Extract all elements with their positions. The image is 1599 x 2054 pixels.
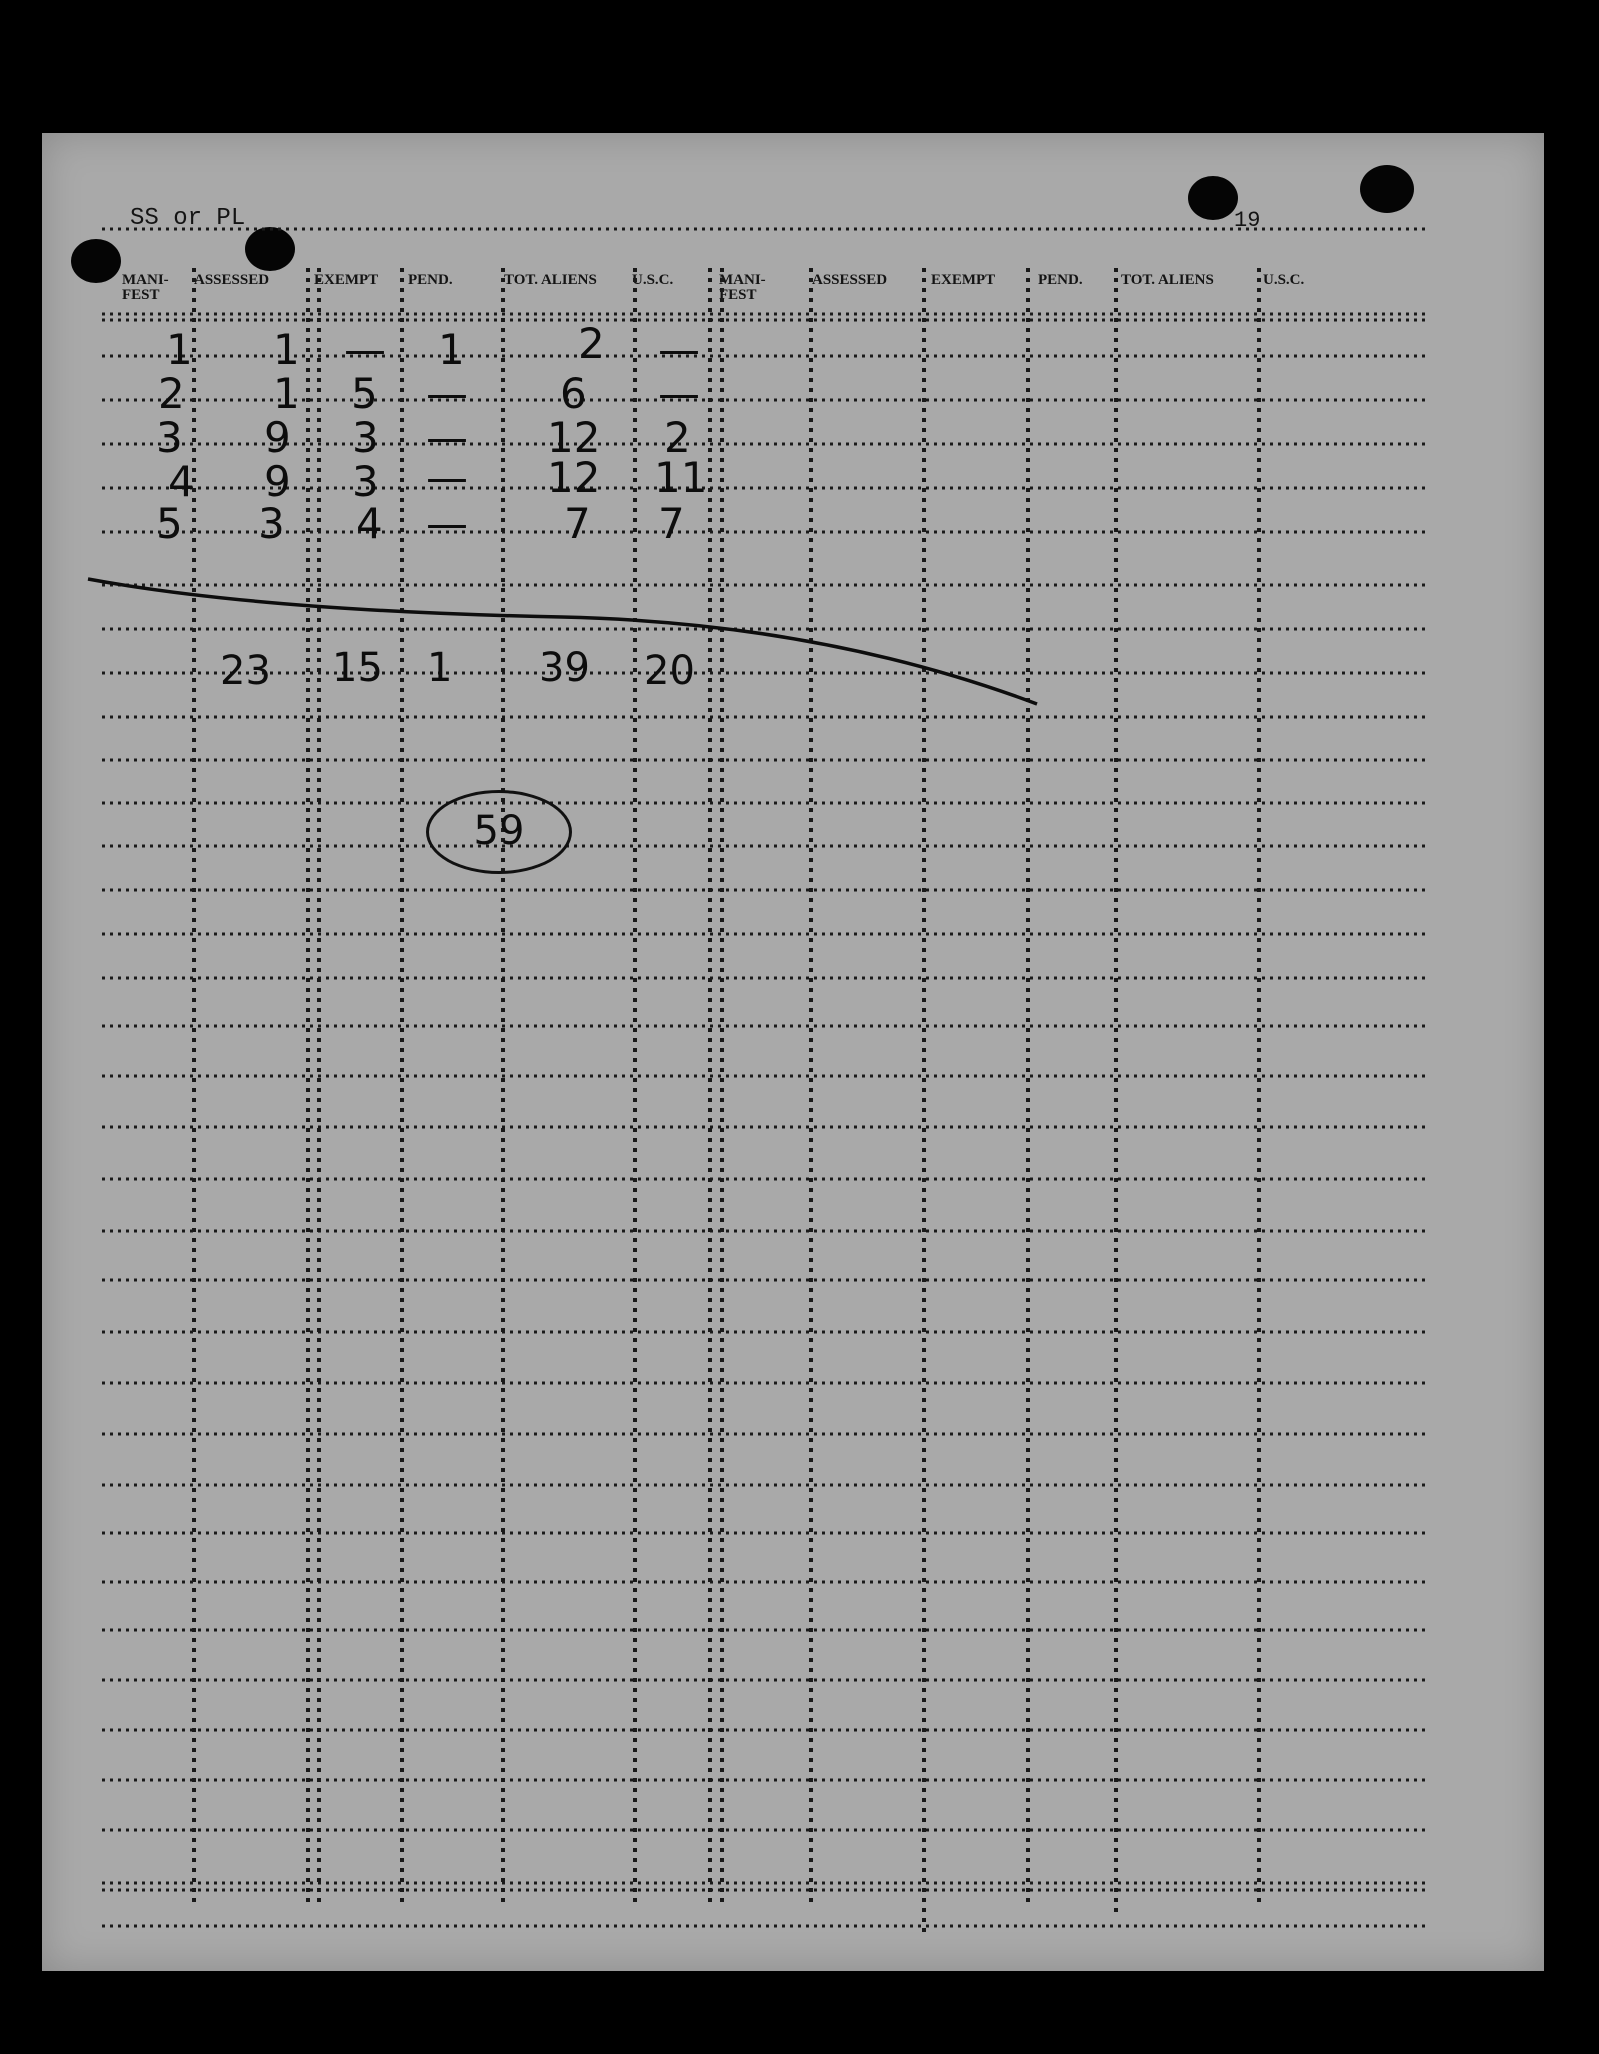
entry-usc: 7 [658, 499, 685, 548]
column-header-tot-aliens: TOT. ALIENS [504, 272, 597, 288]
entry-exempt: — [344, 325, 386, 374]
entry-assessed: 9 [264, 457, 291, 506]
form-sheet [42, 133, 1544, 1971]
dotted-grid [42, 133, 1544, 1971]
total-tot-aliens: 39 [539, 645, 590, 691]
entry-exempt: 5 [351, 369, 378, 418]
column-header-pend: PEND. [408, 272, 453, 288]
column-header-assessed: ASSESSED [194, 272, 270, 288]
entry-pend: — [426, 453, 468, 502]
entry-usc: — [658, 325, 700, 374]
entry-assessed: 9 [264, 413, 291, 462]
column-header-tot-aliens: TOT. ALIENS [1121, 272, 1214, 288]
entry-manifest: 5 [156, 499, 183, 548]
grand-total: 59 [473, 808, 525, 855]
entry-exempt: 4 [356, 499, 383, 548]
entry-manifest: 4 [168, 457, 195, 506]
grand-total-circle [426, 790, 572, 874]
column-header-usc: U.S.C. [632, 272, 674, 288]
total-pend: 1 [427, 645, 453, 691]
total-assessed: 23 [220, 648, 271, 694]
entry-pend: 1 [438, 325, 465, 374]
year-label: 19 [1234, 208, 1261, 233]
entry-assessed: 1 [273, 325, 300, 374]
column-header-usc: U.S.C. [1263, 272, 1305, 288]
entry-tot-aliens: 7 [564, 499, 591, 548]
entry-tot-aliens: 2 [578, 319, 605, 368]
column-header-exempt: EXEMPT [314, 272, 379, 288]
entry-manifest: 1 [166, 325, 193, 374]
entry-pend: — [426, 369, 468, 418]
entry-tot-aliens: 12 [547, 413, 601, 462]
total-exempt: 15 [332, 645, 383, 691]
column-header-manifest: MANI- FEST [122, 272, 169, 303]
entry-usc: 2 [664, 413, 691, 462]
column-header-manifest: MANI- FEST [719, 272, 766, 303]
entry-usc: 11 [654, 453, 708, 502]
entry-pend: — [426, 499, 468, 548]
entry-usc: — [658, 369, 700, 418]
total-usc: 20 [644, 648, 695, 694]
entry-tot-aliens: 12 [547, 453, 601, 502]
ship-label: SS or PL [130, 205, 246, 232]
column-header-assessed: ASSESSED [812, 272, 888, 288]
entry-assessed: 1 [273, 369, 300, 418]
entry-exempt: 3 [352, 413, 379, 462]
column-header-exempt: EXEMPT [931, 272, 996, 288]
entry-manifest: 3 [156, 413, 183, 462]
entry-assessed: 3 [258, 499, 285, 548]
entry-pend: — [426, 413, 468, 462]
entry-tot-aliens: 6 [560, 369, 587, 418]
entry-exempt: 3 [352, 457, 379, 506]
column-header-pend: PEND. [1038, 272, 1083, 288]
entry-manifest: 2 [158, 369, 185, 418]
